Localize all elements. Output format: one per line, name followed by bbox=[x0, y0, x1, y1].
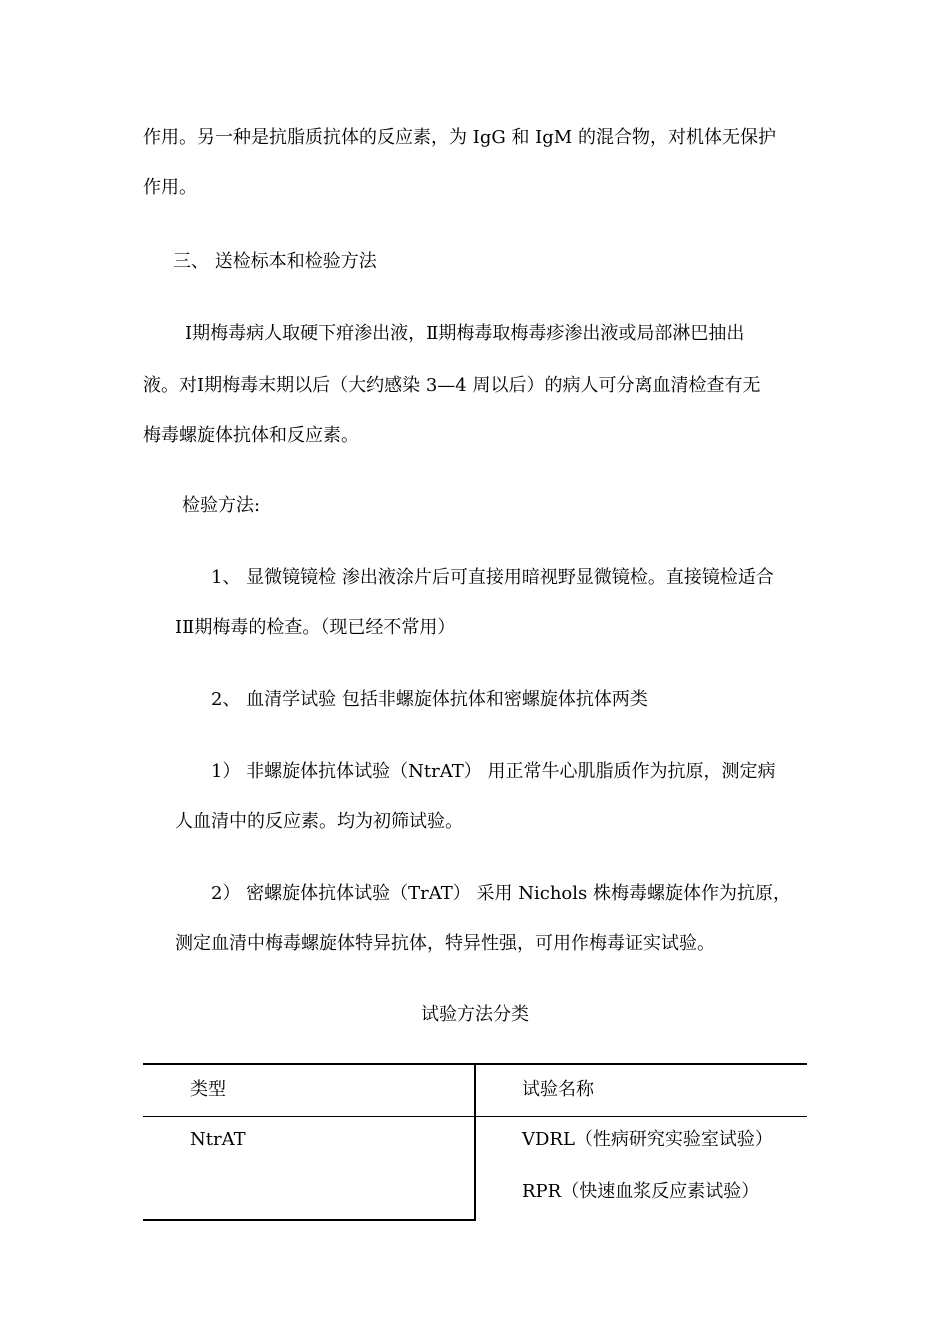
table-column-divider bbox=[474, 1064, 476, 1221]
section-heading: 三、 送检标本和检验方法 bbox=[173, 251, 377, 272]
table-header-name: 试验名称 bbox=[522, 1079, 594, 1100]
table-header-type: 类型 bbox=[190, 1079, 226, 1100]
table-cell-test: VDRL（性病研究实验室试验） bbox=[522, 1129, 773, 1150]
table-cell-test: RPR（快速血浆反应素试验） bbox=[522, 1181, 760, 1202]
table-bottom-rule bbox=[143, 1219, 476, 1221]
paragraph-line: 梅毒螺旋体抗体和反应素。 bbox=[143, 425, 359, 446]
paragraph-line: 液。对Ⅰ期梅毒末期以后（大约感染 3—4 周以后）的病人可分离血清检查有无 bbox=[143, 375, 761, 396]
paragraph-line: Ⅰ期梅毒病人取硬下疳渗出液，Ⅱ期梅毒取梅毒疹渗出液或局部淋巴抽出 bbox=[185, 323, 745, 344]
list-item: 2、 血清学试验 包括非螺旋体抗体和密螺旋体抗体两类 bbox=[211, 689, 648, 710]
list-item: 1、 显微镜镜检 渗出液涂片后可直接用暗视野显微镜检。直接镜检适合 bbox=[211, 567, 774, 588]
list-item-continuation: ⅠⅡ期梅毒的检查。（现已经不常用） bbox=[175, 617, 456, 638]
table-cell-type: NtrAT bbox=[190, 1129, 246, 1150]
sub-list-item: 1） 非螺旋体抗体试验（NtrAT） 用正常牛心肌脂质作为抗原，测定病 bbox=[211, 761, 776, 782]
sub-list-item: 2） 密螺旋体抗体试验（TrAT） 采用 Nichols 株梅毒螺旋体作为抗原， bbox=[211, 883, 791, 904]
paragraph-line: 作用。 bbox=[143, 177, 197, 198]
methods-heading: 检验方法: bbox=[182, 495, 261, 516]
sub-list-item-continuation: 人血清中的反应素。均为初筛试验。 bbox=[175, 811, 463, 832]
paragraph-line: 作用。另一种是抗脂质抗体的反应素，为 IgG 和 IgM 的混合物，对机体无保护 bbox=[143, 127, 776, 148]
table-caption: 试验方法分类 bbox=[421, 1004, 529, 1025]
sub-list-item-continuation: 测定血清中梅毒螺旋体特异抗体，特异性强，可用作梅毒证实试验。 bbox=[175, 933, 715, 954]
